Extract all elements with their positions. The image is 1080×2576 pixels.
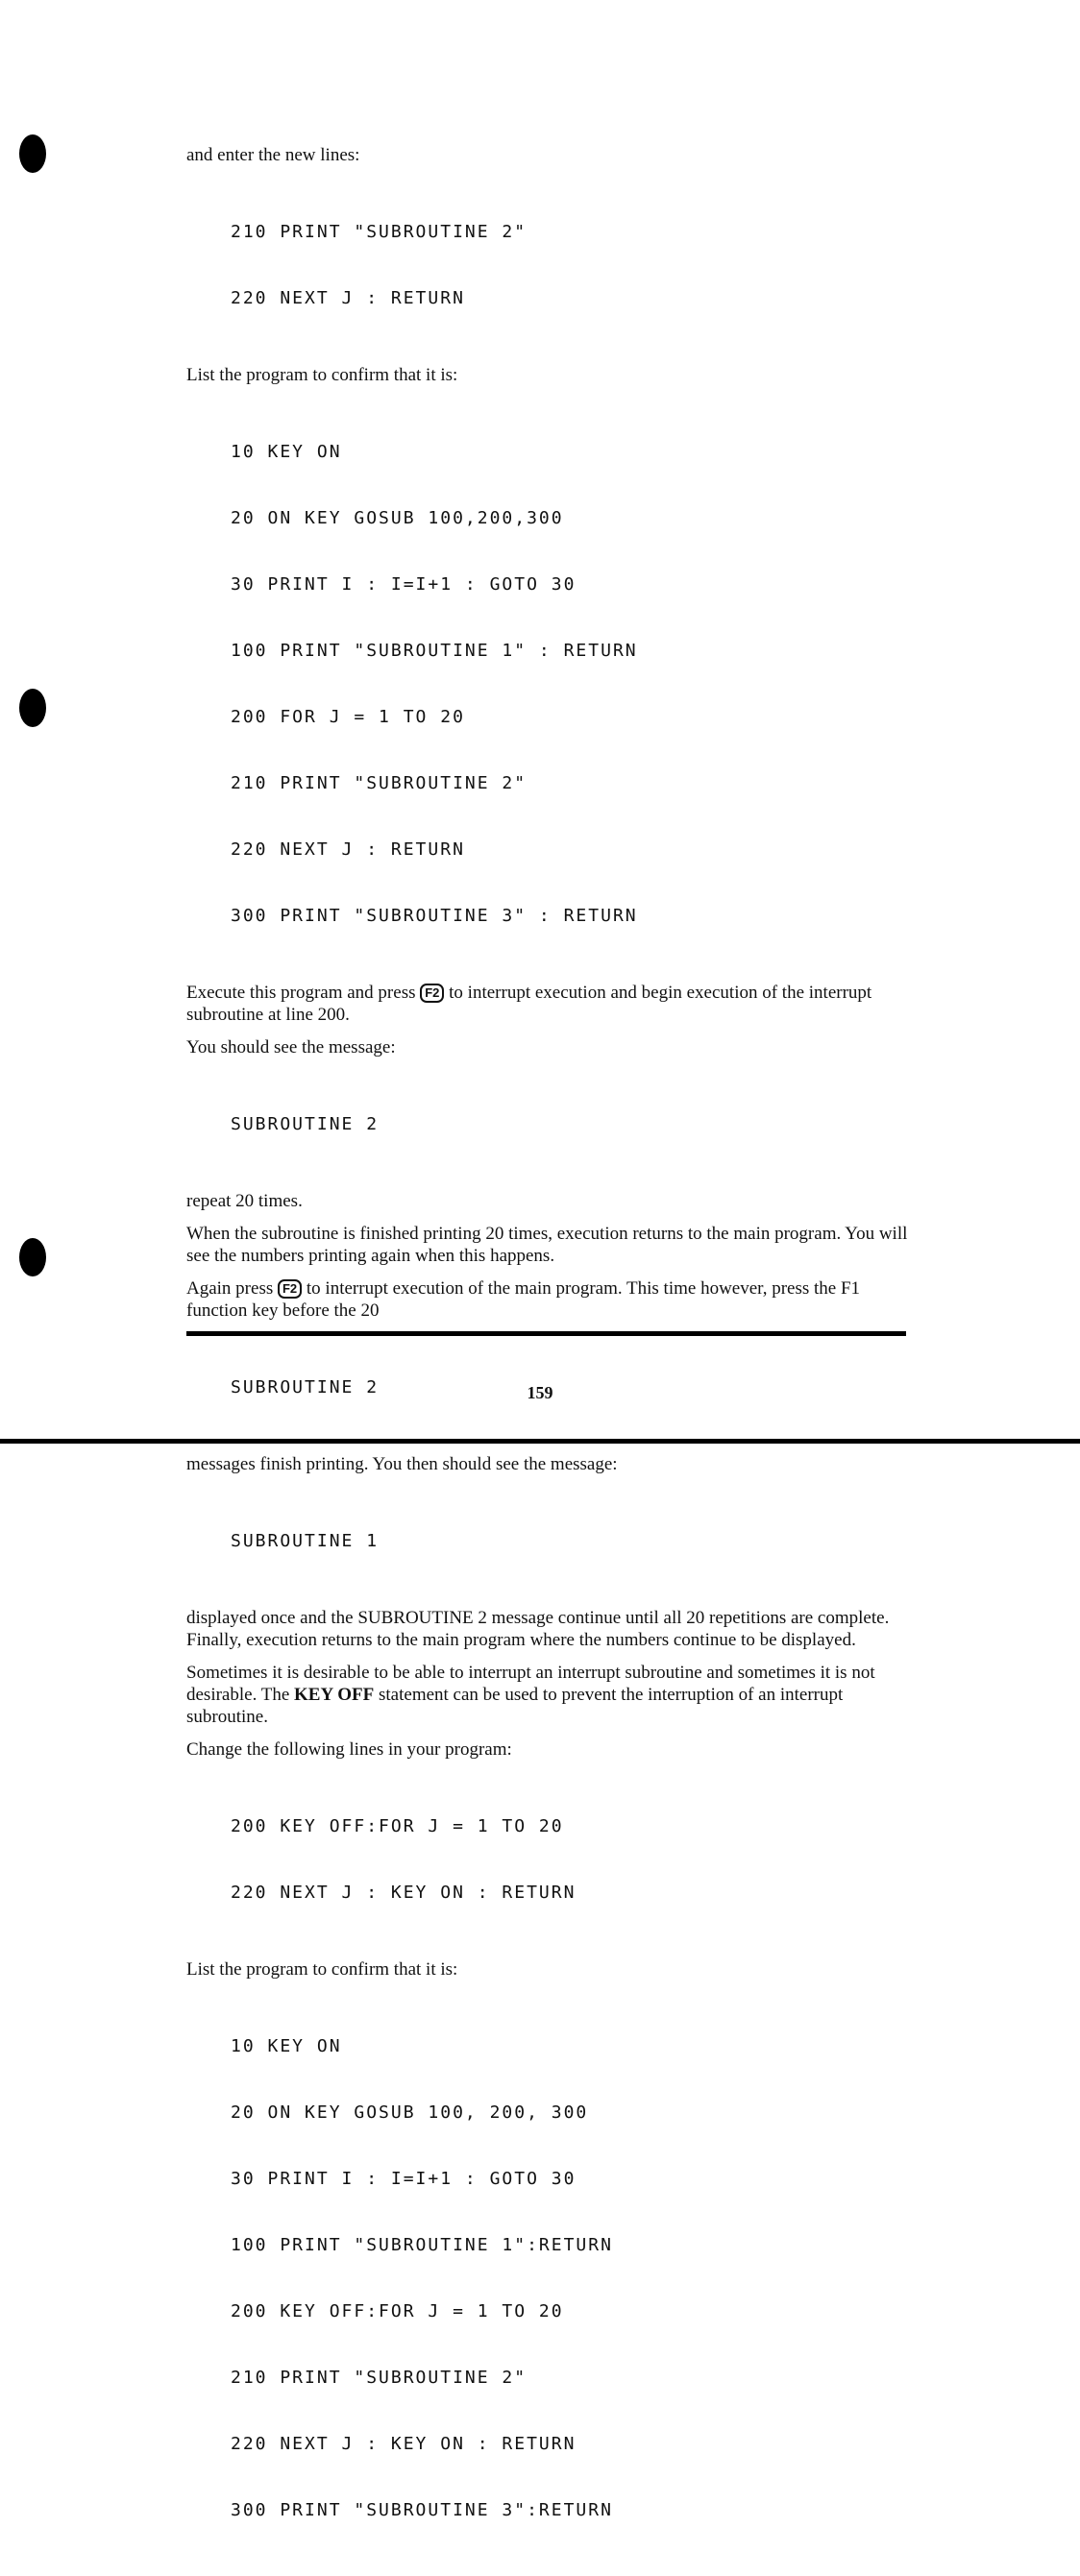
text-run: Again press [186, 1278, 278, 1299]
paragraph [186, 1277, 917, 1322]
code-line: 300 PRINT "SUBROUTINE 3" : RETURN [231, 906, 638, 926]
code-block [231, 1486, 917, 1596]
code-block [231, 1991, 917, 2565]
code-line: 200 KEY OFF:FOR J = 1 TO 20 [231, 1816, 564, 1836]
page-bottom-edge [0, 1439, 1080, 1444]
code-line: 220 NEXT J : RETURN [231, 288, 465, 308]
text-run: to interrupt execution and begin execution of the interrupt subroutine at line 200. [186, 983, 872, 1025]
paragraph [186, 1662, 917, 1728]
code-line: 210 PRINT "SUBROUTINE 2" [231, 773, 528, 793]
paragraph [186, 982, 917, 1026]
paragraph: When the subroutine is finished printing 20 times, execution returns to the main program. You will see the numbers printing again when this happens. [186, 1224, 908, 1266]
code-line: 210 PRINT "SUBROUTINE 2" [231, 2368, 528, 2388]
page-number: 159 [527, 1383, 553, 1402]
keyword-text: KEY OFF [294, 1685, 375, 1705]
paragraph: List the program to confirm that it is: [186, 1959, 458, 1980]
binder-hole [19, 1238, 46, 1276]
binder-hole [19, 134, 46, 173]
text-run: statement can be used to prevent the interruption of an interrupt subroutine. [186, 1685, 844, 1727]
code-line: 220 NEXT J : KEY ON : RETURN [231, 2434, 577, 2454]
paragraph: Change the following lines in your program: [186, 1739, 512, 1760]
page-body [186, 144, 917, 2576]
code-line: 100 PRINT "SUBROUTINE 1" : RETURN [231, 641, 638, 661]
code-line: 200 KEY OFF:FOR J = 1 TO 20 [231, 2301, 564, 2321]
code-line: 10 KEY ON [231, 442, 342, 462]
code-block [231, 1069, 917, 1179]
paragraph: messages finish printing. You then should see the message: [186, 1454, 618, 1474]
code-line: 20 ON KEY GOSUB 100, 200, 300 [231, 2102, 589, 2123]
text-run: Execute this program and press [186, 983, 421, 1003]
code-line: SUBROUTINE 1 [231, 1531, 380, 1551]
code-line: 10 KEY ON [231, 2036, 342, 2056]
code-line: SUBROUTINE 2 [231, 1377, 380, 1397]
code-line: SUBROUTINE 2 [231, 1114, 380, 1134]
paragraph: You should see the message: [186, 1037, 396, 1057]
paragraph: and enter the new lines: [186, 145, 360, 165]
paragraph: repeat 20 times. [186, 1191, 303, 1211]
f2-key-icon: F2 [420, 984, 444, 1003]
paragraph: List the program to confirm that it is: [186, 365, 458, 385]
text-run: Sometimes it is desirable to be able to interrupt an interrupt subroutine and sometimes it is not desirable. The [186, 1663, 875, 1705]
code-line: 30 PRINT I : I=I+1 : GOTO 30 [231, 2169, 577, 2189]
code-block [231, 397, 917, 971]
f2-key-icon: F2 [278, 1279, 302, 1299]
code-line: 220 NEXT J : RETURN [231, 839, 465, 860]
code-block [231, 177, 917, 353]
footer-rule [186, 1331, 906, 1336]
code-line: 100 PRINT "SUBROUTINE 1":RETURN [231, 2235, 613, 2255]
text-run: to interrupt execution of the main program. This time however, press the F1 function key before the 20 [186, 1278, 861, 1321]
binder-hole [19, 689, 46, 727]
code-line: 300 PRINT "SUBROUTINE 3":RETURN [231, 2500, 613, 2520]
code-block [231, 1771, 917, 1948]
code-line: 200 FOR J = 1 TO 20 [231, 707, 465, 727]
code-line: 30 PRINT I : I=I+1 : GOTO 30 [231, 574, 577, 595]
code-line: 210 PRINT "SUBROUTINE 2" [231, 222, 528, 242]
code-line: 220 NEXT J : KEY ON : RETURN [231, 1883, 577, 1903]
paragraph: displayed once and the SUBROUTINE 2 message continue until all 20 repetitions are complete. Finally, execution returns to the main program where the numbers continue to be displayed. [186, 1608, 890, 1650]
code-line: 20 ON KEY GOSUB 100,200,300 [231, 508, 564, 528]
